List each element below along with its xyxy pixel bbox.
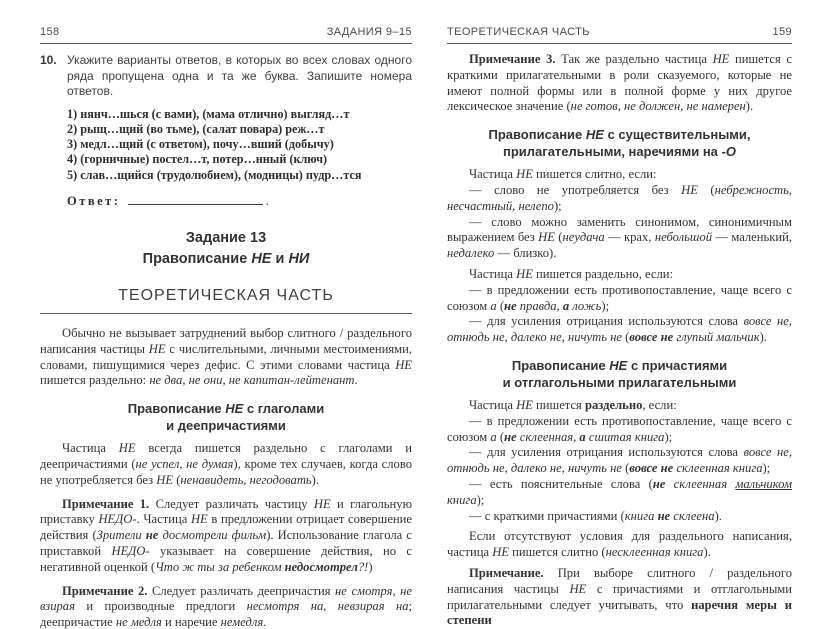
answer-blank [128,193,263,205]
task-options [67,107,412,183]
task-option-3: 3) медл…щий (с ответом), почу…вший (добычу) [67,137,334,152]
nouns-slitno-rules [447,167,792,262]
note-2: Примечание 2. Следует различать деепричастия не смотря, не взирая и производные предлоги несмотря на, невзирая на; деепричастие не медля и наречие немедля. [40,583,412,629]
page-right-159 [447,0,792,629]
answer-period: . [265,193,269,208]
intro-paragraph: Обычно не вызывает затруднений выбор слитного / раздельного написания частицы НЕ с числительными, личными местоимениями, словами, пишущимися через дефис. С этими словами частица НЕ пишется раздельно: не два, не они, не капитан-лейтенант. [40,325,412,388]
participles-item-2: — для усиления отрицания используются слова вовсе не, отнюдь не, далеко не, ничуть не (вовсе не склеенная книга); [447,445,792,476]
task-number: 10. [40,53,57,67]
chapter-heading-line1: Задание 13 [185,229,267,246]
participles-item-1: — в предложении есть противопоставление, чаще всего с союзом а (не склеенная, а сшитая книга); [447,413,792,444]
nouns-slitno-intro: Частица НЕ пишется слитно, если: [469,167,657,182]
note-3: Примечание 3. Так же раздельно частица НЕ пишется с краткими прилагательными в роли сказуемого, которые не имеют полной формы или в полной форме у них другое лексическое значение (не готов, не должен, не намерен). [447,52,792,114]
task-option-4: 4) (горничные) постел…т, потер…нный (ключ) [67,152,328,167]
running-title-left: ЗАДАНИЯ 9–15 [326,26,412,38]
nouns-slitno-item-1: — слово не употребляется без НЕ (небрежность, несчастный, нелепо); [447,182,792,213]
task-option-2: 2) рыщ…щий (во тьме), (салат повара) реж…т [67,121,325,136]
nouns-razdelno-intro: Частица НЕ пишется раздельно, если: [469,266,674,281]
task-instruction: Укажите варианты ответов, в которых во всех словах одного ряда пропущена одна и та же буква. Запишите номера ответов. [67,53,412,98]
theory-part-title: ТЕОРЕТИЧЕСКАЯ ЧАСТЬ [40,287,412,314]
nouns-section-heading: Правописание НЕ с существительными, прилагательными, наречиями на -О [488,127,751,160]
page-left-158 [40,0,412,629]
participles-item-4: — с краткими причастиями (книга не склеена). [469,508,722,523]
chapter-heading-line2: Правописание НЕ и НИ [142,250,310,267]
note-1: Примечание 1. Следует различать частицу НЕ и глагольную приставку НЕДО-. Частица НЕ в предложении отрицает совершение действия (Зрители не досмотрели фильм). Использование глагола с приставкой НЕДО- указывает на совершение действия, но с негативной оценкой (Что ж ты за ребенком недосмотрел?!) [40,496,412,574]
answer-label: Ответ: [67,193,121,208]
task-option-5: 5) слав…щийся (трудолюбием), (модницы) пудр…тся [67,167,362,182]
nouns-razdelno-item-2: — для усиления отрицания используются слова вовсе не, отнюдь не, далеко не, ничуть не (вовсе не глупый мальчик). [447,314,792,345]
participles-rules [447,398,792,524]
running-title-right: ТЕОРЕТИЧЕСКАЯ ЧАСТЬ [447,26,590,38]
task-10 [40,53,412,209]
participles-item-3: — есть пояснительные слова (не склеенная мальчиком книга); [447,476,792,507]
chapter-heading [40,228,412,270]
page-number-right: 159 [772,26,792,38]
verbs-section-heading: Правописание НЕ с глаголами и деепричастиями [127,401,325,434]
nouns-slitno-item-2: — слово можно заменить синонимом, синонимичным выражением без НЕ (неудача — крах, небольшой — маленький, недалеко — близко). [447,214,792,261]
page-header-right [447,26,792,44]
participles-intro: Частица НЕ пишется раздельно, если: [469,397,677,412]
nouns-razdelno-item-1: — в предложении есть противопоставление, чаще всего с союзом а (не правда, а ложь); [447,282,792,313]
participles-section-heading: Правописание НЕ с причастиями и отглагольными прилагательными [502,357,737,390]
page-number-left: 158 [40,26,60,38]
final-note: Примечание. При выборе слитного / раздельного написания частицы НЕ с причастиями и отглагольными прилагательными следует учитывать, что наречия меры и степени [447,565,792,628]
slitno-paragraph: Если отсутствуют условия для раздельного написания, частица НЕ пишется слитно (несклеенная книга). [447,529,792,560]
nouns-razdelno-rules [447,267,792,346]
verbs-paragraph: Частица НЕ всегда пишется раздельно с глаголами и деепричастиями (не успел, не думая), кроме тех случаев, когда слово не употребляется без НЕ (ненавидеть, негодовать). [40,441,412,487]
page-header-left [40,26,412,44]
task-option-1: 1) нянч…шься (с вами), (мама отлично) выгляд…т [67,106,350,121]
answer-line [67,193,412,209]
task-body [67,53,412,209]
